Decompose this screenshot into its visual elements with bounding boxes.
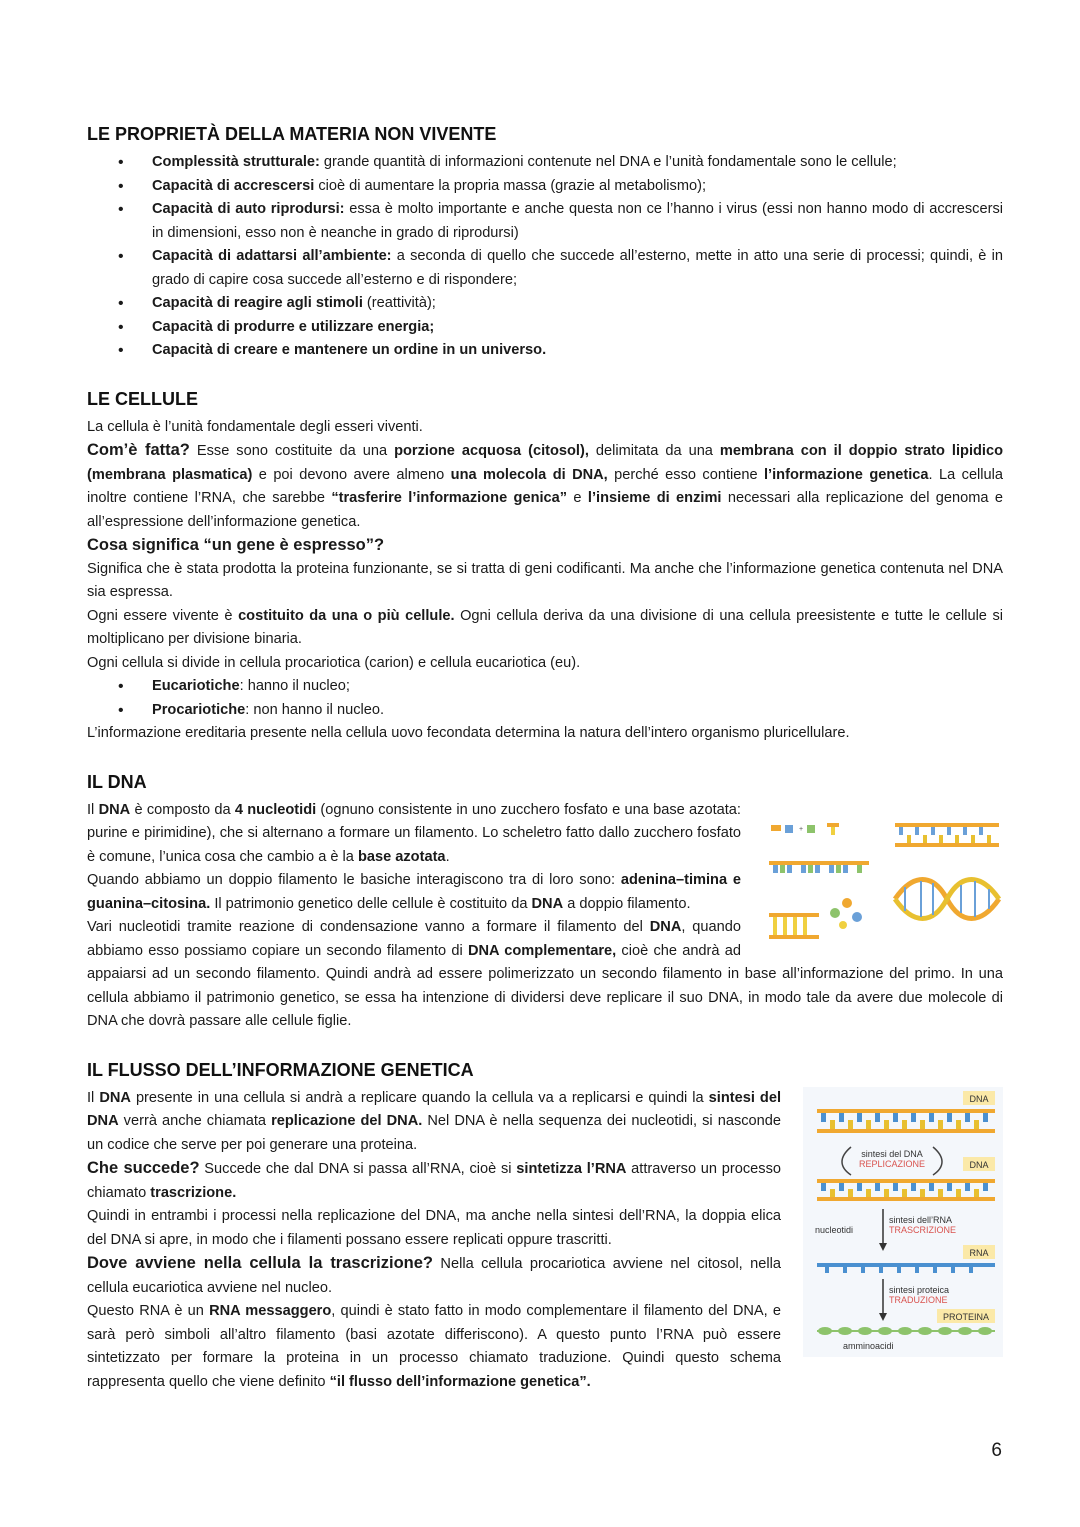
list-item: • Capacità di creare e mantenere un ordine in un universo.: [152, 339, 1003, 363]
rna-label: RNA: [969, 1247, 989, 1258]
replication-label-1: sintesi del DNA: [861, 1148, 923, 1159]
paragraph: Com’è fatta? Esse sono costituite da una porzione acquosa (citosol), delimitata da una membrana con il doppio strato lipidico (membrana plasmatica) e poi devono avere almeno una molecola di DNA, perché esso contiene l’informazione genetica. La cellula inoltre contiene l’RNA, che sarebbe “trasferire l’informazione genica” e l’insieme di enzimi necessari alla replicazione del genoma e all’espressione dell’informazione genetica.: [87, 441, 1004, 530]
section-genetic-flow: [87, 1060, 1003, 1395]
paragraph: Dove avviene nella cellula la trascrizione? Nella cellula procariotica avviene nel citosol, nella cellula eucariotica avviene nel nucleo.: [87, 1254, 781, 1296]
list-item: • Complessità strutturale: grande quantità di informazioni contenute nel DNA e l’unità fondamentale sono le cellule;: [152, 151, 1003, 175]
translation-label-2: TRADUZIONE: [889, 1294, 948, 1305]
section-cells: [87, 389, 1003, 746]
replication-label-2: REPLICAZIONE: [858, 1158, 926, 1169]
section-dna: [87, 772, 1003, 1034]
page-number: 6: [991, 1440, 1002, 1461]
paragraph: Ogni essere vivente è costituito da una o più cellule. Ogni cellula deriva da una divisione di una cellula preesistente e tutte le cellule si moltiplicano per divisione binaria.: [87, 607, 1003, 647]
question-heading: Cosa significa “un gene è espresso”?: [87, 536, 385, 554]
page-content: [87, 124, 1003, 1394]
translation-label-1: sintesi proteica: [889, 1284, 950, 1295]
section-title: LE PROPRIETÀ DELLA MATERIA NON VIVENTE: [87, 124, 497, 144]
dna-structure-figure: [763, 803, 1003, 948]
paragraph: Questo RNA è un RNA messaggero, quindi è stato fatto in modo complementare il filamento del DNA, e sarà però simboli all’altro filamento (basi azotate differiscono). A questo punto l’RNA può essere sintetizzato per formare la proteina in un processo chiamato traduzione. Quindi questo schema rappresenta quello che viene definito “il flusso dell’informazione genetica”.: [87, 1303, 781, 1390]
paragraph: L’informazione ereditaria presente nella cellula uovo fecondata determina la natura dell’intero organismo pluricellulare.: [87, 725, 850, 741]
dna-label: DNA: [969, 1093, 989, 1104]
list-item: • Eucariotiche: hanno il nucleo;: [152, 675, 1003, 699]
list-item: • Procariotiche: non hanno il nucleo.: [152, 699, 1003, 723]
paragraph: Quando abbiamo un doppio filamento le basiche interagiscono tra di loro sono: adenina–timina e guanina–citosina. Il patrimonio genetico delle cellule è costituito da DNA a doppio filamento.: [87, 872, 741, 912]
transcription-label-1: sintesi dell’RNA: [889, 1214, 953, 1225]
list-item: • Capacità di accrescersi cioè di aumentare la propria massa (grazie al metabolismo);: [152, 175, 1003, 199]
list-item: • Capacità di reagire agli stimoli (reattività);: [152, 292, 1003, 316]
nucleotides-label: nucleotidi: [815, 1224, 854, 1235]
amino-acids-label: amminoacidi: [843, 1340, 894, 1351]
transcription-label-2: TRASCRIZIONE: [889, 1224, 957, 1235]
paragraph: Ogni cellula si divide in cellula procariotica (carion) e cellula eucariotica (eu).: [87, 654, 581, 671]
paragraph: Vari nucleotidi tramite reazione di condensazione vanno a formare il filamento del DNA, quando abbiamo esso possiamo copiare un secondo filamento di DNA complementare, cioè che andrà ad appaiarsi ad un secondo filamento. Quindi andrà ad essere polimerizzato un secondo filamento in base all’informazione del primo. In una cellula abbiamo il patrimonio genetico, se essa ha intenzione di dividersi deve replicare il suo DNA, in modo tale da avere due molecole di DNA che dovrà passare alle cellule figlie.: [87, 919, 1003, 1029]
section-properties: [87, 124, 1003, 363]
paragraph: Il DNA presente in una cellula si andrà a replicare quando la cellula va a replicarsi e quindi la sintesi del DNA verrà anche chiamata replicazione del DNA. Nel DNA è nella sequenza dei nucleotidi, si nasconde un codice che serve per poi generare una proteina.: [87, 1089, 782, 1153]
paragraph: La cellula è l’unità fondamentale degli esseri viventi.: [87, 418, 423, 435]
paragraph: Che succede? Succede che dal DNA si passa all’RNA, cioè si sintetizza l’RNA attraverso un processo chiamato trascrizione.: [87, 1159, 781, 1201]
paragraph: Significa che è stata prodotta la proteina funzionante, se si tratta di geni codificanti. Ma anche che l’informazione genetica contenuta nel DNA sia espressa.: [87, 560, 1003, 600]
paragraph: Quindi in entrambi i processi nella replicazione del DNA, ma anche nella sintesi dell’RNA, la doppia elica del DNA si apre, in modo che i filamenti possano essere replicati oppure trascritti.: [87, 1208, 781, 1248]
section-title: LE CELLULE: [87, 388, 198, 409]
section-title: IL DNA: [87, 771, 147, 792]
genetic-flow-diagram: [803, 1087, 1003, 1357]
protein-label: PROTEINA: [942, 1311, 990, 1322]
paragraph: Il DNA è composto da 4 nucleotidi (ognuno consistente in uno zucchero fosfato e una base azotata: purine e pirimidine), che si alternano a formare un filamento. Lo scheletro fatto dallo zucchero fosfato è comune, l’unica cosa che cambio a è la base azotata.: [87, 801, 741, 865]
properties-list: [87, 151, 1003, 363]
section-title: IL FLUSSO DELL’INFORMAZIONE GENETICA: [87, 1059, 474, 1080]
svg-text:+: +: [799, 825, 804, 833]
list-item: • Capacità di produrre e utilizzare energia;: [152, 316, 1003, 340]
list-item: • Capacità di adattarsi all’ambiente: a seconda di quello che succede all’esterno, mette in atto una serie di processi; quindi, è in grado di capire cosa succede all’esterno e di rispondere;: [152, 245, 1003, 292]
list-item: • Capacità di auto riprodursi: essa è molto importante e anche questa non ce l’hanno i virus (essi non hanno modo di accrescersi in dimensioni, esso non è neanche in grado di riprodursi): [152, 198, 1003, 245]
cell-types-list: [87, 675, 1003, 722]
dna-label-2: DNA: [969, 1159, 989, 1170]
